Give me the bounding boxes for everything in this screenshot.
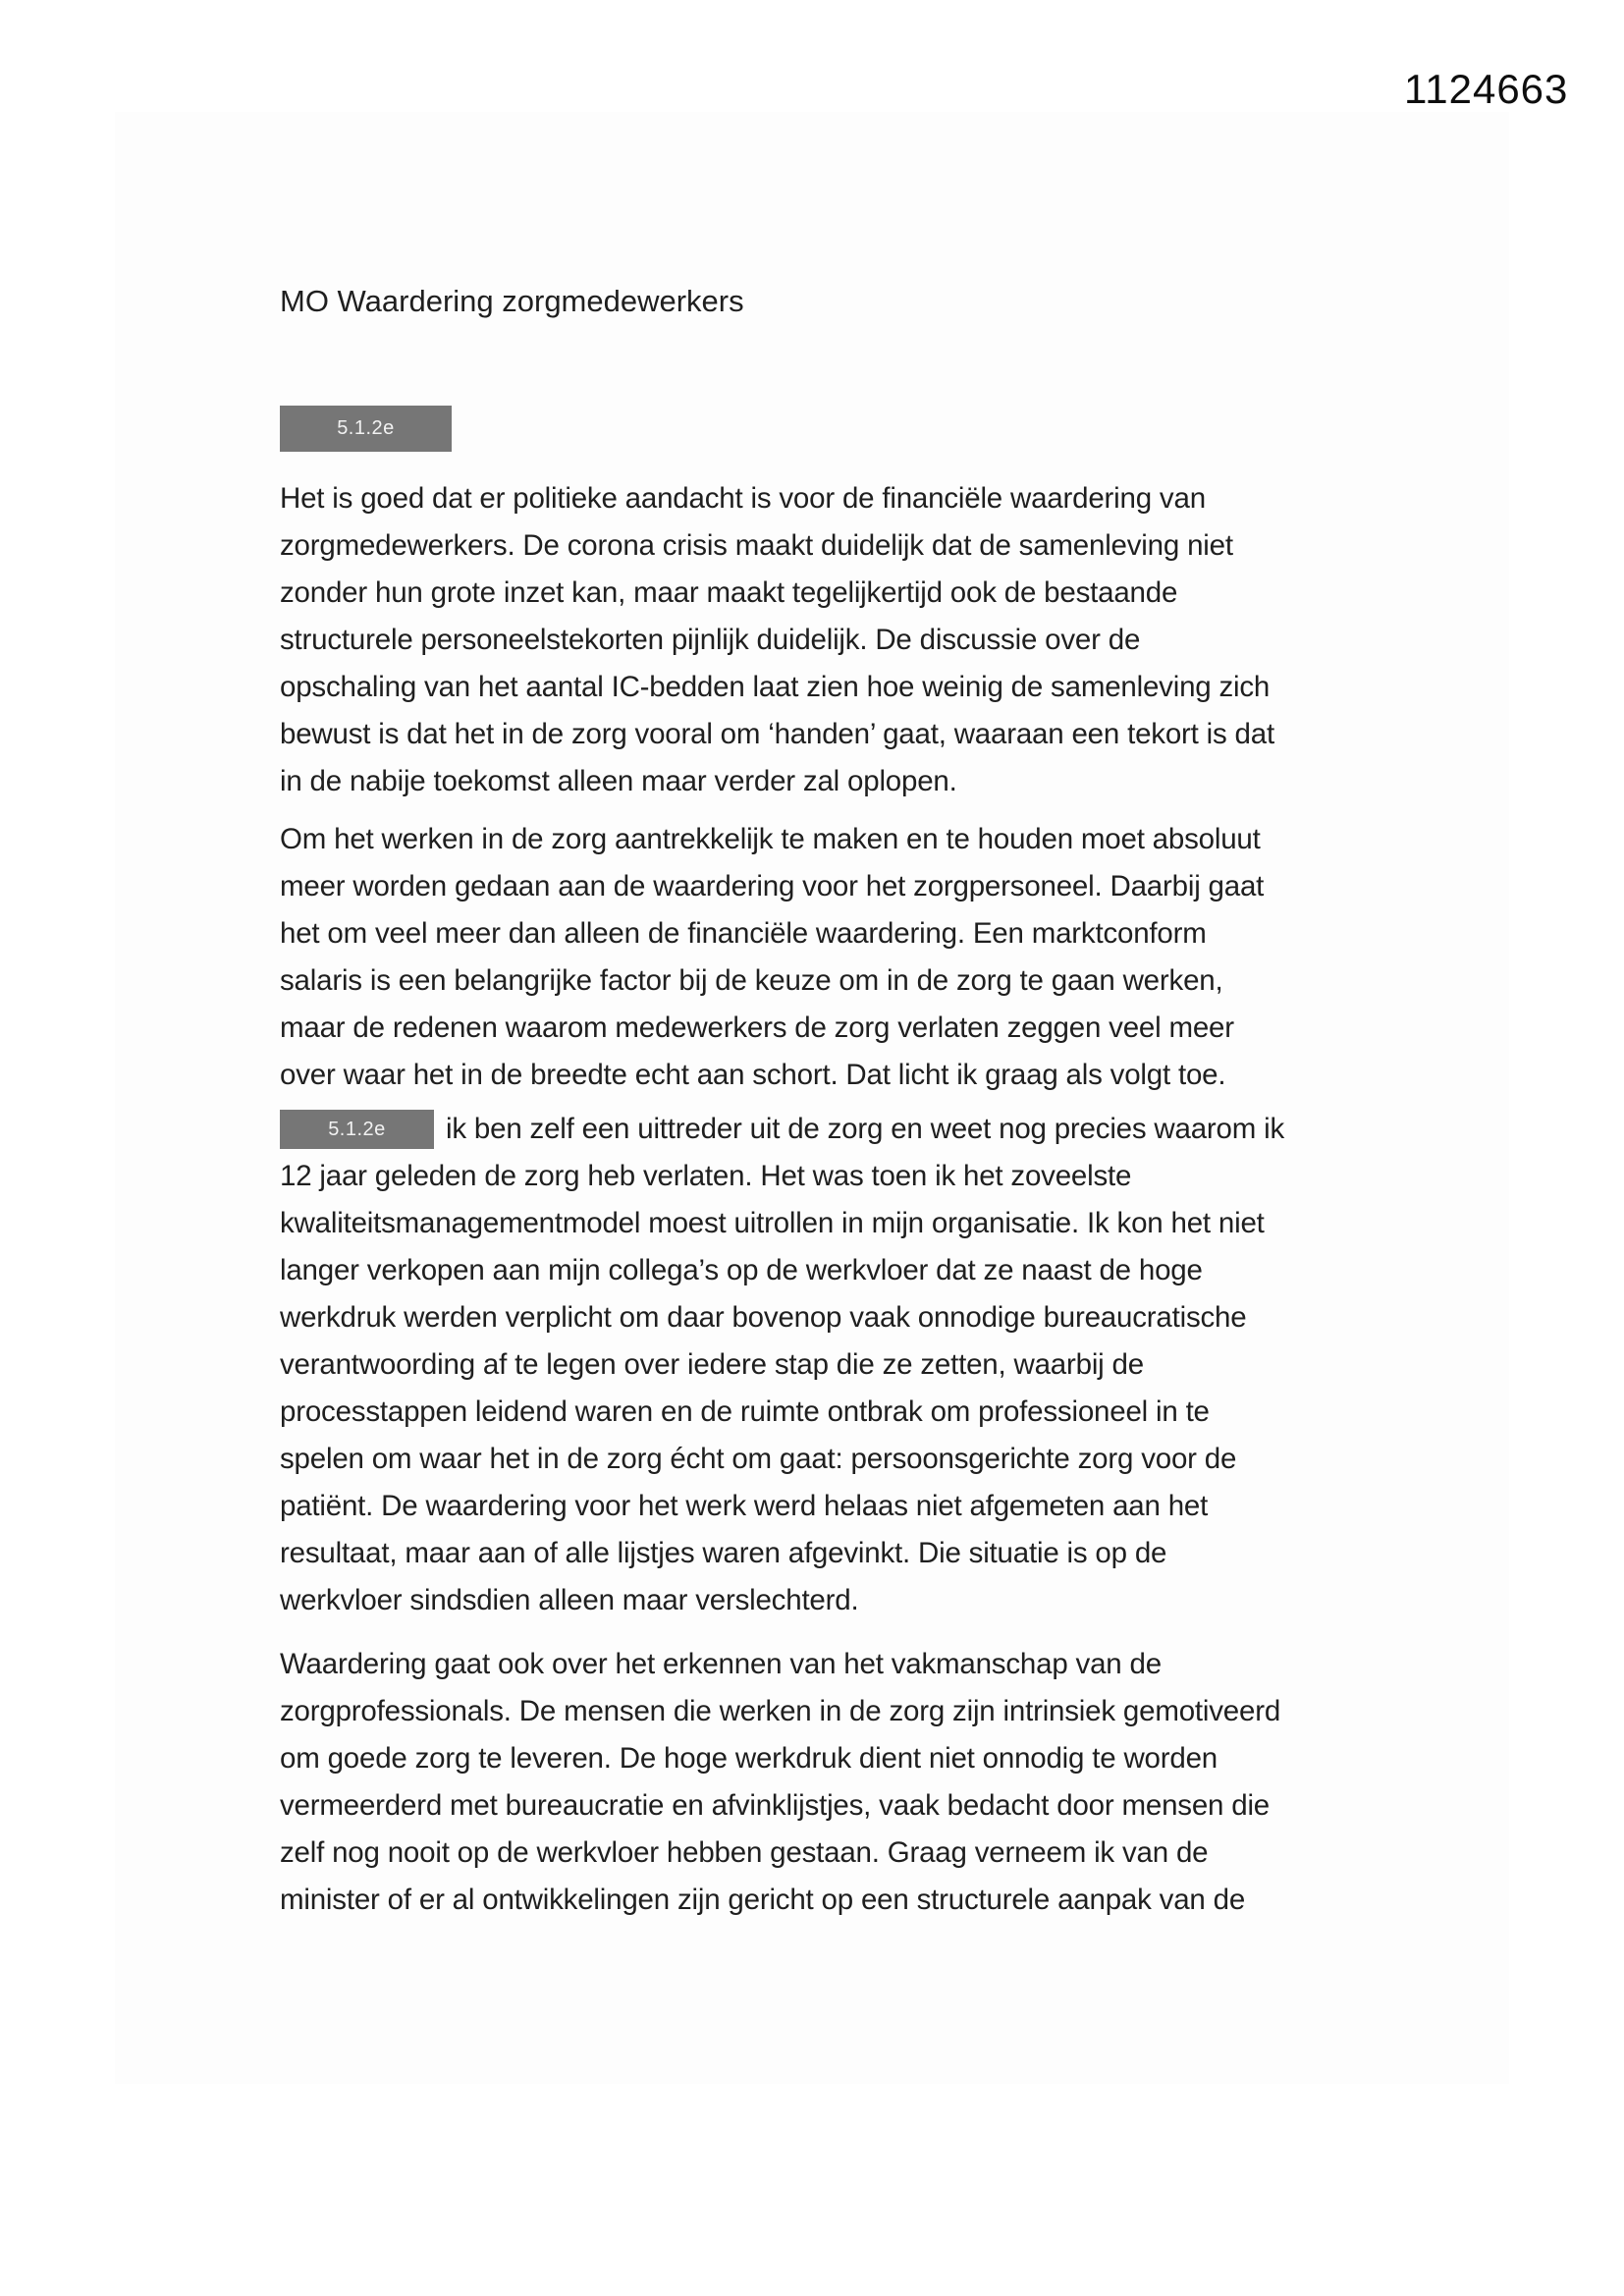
text-line: om goede zorg te leveren. De hoge werkdruk dient niet onnodig te worden (280, 1742, 1218, 1775)
text-line: Het is goed dat er politieke aandacht is voor de financiële waardering van (280, 482, 1206, 515)
text-line: kwaliteitsmanagementmodel moest uitrollen in mijn organisatie. Ik kon het niet (280, 1207, 1265, 1239)
text-line (280, 1106, 1384, 1153)
text-line: het om veel meer dan alleen de financiële waardering. Een marktconform (280, 917, 1207, 950)
text-after-redaction: ik ben zelf een uittreder uit de zorg en weet nog precies waarom ik (446, 1113, 1285, 1145)
text-line: structurele personeelstekorten pijnlijk duidelijk. De discussie over de (280, 624, 1141, 656)
text-line: zonder hun grote inzet kan, maar maakt tegelijkertijd ook de bestaande (280, 576, 1178, 609)
text-line: bewust is dat het in de zorg vooral om ‘handen’ gaat, waaraan een tekort is dat (280, 718, 1274, 750)
redaction-label: 5.1.2e (337, 417, 395, 439)
page-number: 1124663 (1404, 66, 1569, 112)
text-line: verantwoording af te legen over iedere stap die ze zetten, waarbij de (280, 1348, 1144, 1381)
text-line: 12 jaar geleden de zorg heb verlaten. Het was toen ik het zoveelste (280, 1160, 1132, 1192)
paragraph-4 (280, 1641, 1384, 1924)
text-line: spelen om waar het in de zorg écht om gaat: persoonsgerichte zorg voor de (280, 1443, 1237, 1475)
text-line: zorgmedewerkers. De corona crisis maakt duidelijk dat de samenleving niet (280, 529, 1233, 562)
text-line: resultaat, maar aan of alle lijstjes waren afgevinkt. Die situatie is op de (280, 1537, 1167, 1569)
text-line: vermeerderd met bureaucratie en afvinklijstjes, vaak bedacht door mensen die (280, 1789, 1271, 1822)
text-line: meer worden gedaan aan de waardering voor het zorgpersoneel. Daarbij gaat (280, 870, 1265, 902)
text-line: maar de redenen waarom medewerkers de zorg verlaten zeggen veel meer (280, 1011, 1234, 1044)
text-line: zorgprofessionals. De mensen die werken in de zorg zijn intrinsiek gemotiveerd (280, 1695, 1281, 1727)
document-content (280, 278, 1384, 1924)
text-line: over waar het in de breedte echt aan schort. Dat licht ik graag als volgt toe. (280, 1059, 1226, 1091)
text-line: in de nabije toekomst alleen maar verder zal oplopen. (280, 765, 957, 797)
text-line: Om het werken in de zorg aantrekkelijk te maken en te houden moet absoluut (280, 823, 1261, 855)
paragraph-1 (280, 475, 1384, 805)
text-line: werkvloer sindsdien alleen maar verslechterd. (280, 1584, 859, 1616)
text-line: minister of er al ontwikkelingen zijn gericht op een structurele aanpak van de (280, 1884, 1246, 1916)
document-title: MO Waardering zorgmedewerkers (280, 284, 744, 318)
redaction-label: 5.1.2e (328, 1119, 386, 1140)
text-line: patiënt. De waardering voor het werk werd helaas niet afgemeten aan het (280, 1490, 1209, 1522)
redaction-box (280, 1110, 434, 1149)
text-line: werkdruk werden verplicht om daar bovenop vaak onnodige bureaucratische (280, 1301, 1247, 1334)
text-line: Waardering gaat ook over het erkennen van het vakmanschap van de (280, 1648, 1162, 1680)
redaction-box (280, 406, 452, 452)
paragraph-2 (280, 816, 1384, 1099)
text-line: processtappen leidend waren en de ruimte ontbrak om professioneel in te (280, 1395, 1210, 1428)
text-line: langer verkopen aan mijn collega’s op de werkvloer dat ze naast de hoge (280, 1254, 1203, 1286)
text-line: opschaling van het aantal IC-bedden laat zien hoe weinig de samenleving zich (280, 671, 1271, 703)
text-line: zelf nog nooit op de werkvloer hebben gestaan. Graag verneem ik van de (280, 1836, 1209, 1869)
text-line: salaris is een belangrijke factor bij de keuze om in de zorg te gaan werken, (280, 964, 1223, 997)
paragraph-3 (280, 1106, 1384, 1624)
